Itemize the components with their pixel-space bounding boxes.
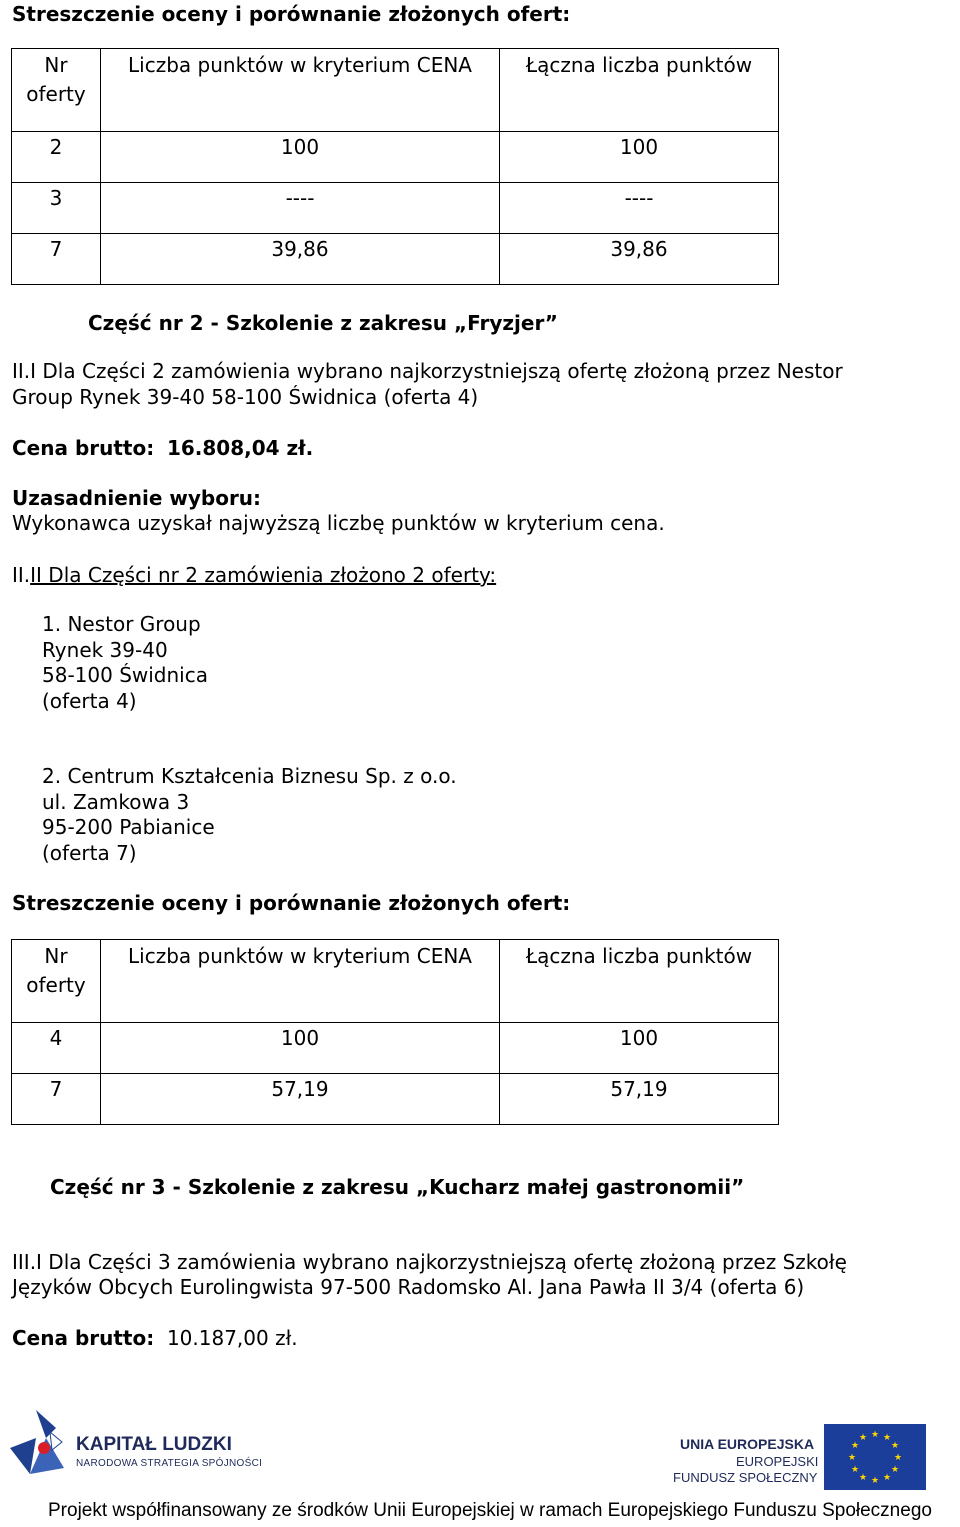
offer-street: ul. Zamkowa 3 (42, 789, 190, 814)
part2-title: Część nr 2 - Szkolenie z zakresu „Fryzjer” (88, 311, 558, 335)
part2-selection-line1: II.I Dla Części 2 zamówienia wybrano najkorzystniejszą ofertę złożoną przez Nestor (12, 359, 843, 383)
kapital-ludzki-subtitle: NARODOWA STRATEGIA SPÓJNOŚCI (76, 1458, 263, 1469)
offer-number: (oferta 7) (42, 840, 137, 865)
eu-logo-line1: UNIA EUROPEJSKA (680, 1436, 815, 1452)
kapital-ludzki-logo (6, 1408, 266, 1488)
svg-text:★: ★ (893, 1453, 903, 1463)
table-row (12, 1074, 779, 1125)
table-row (12, 183, 779, 234)
svg-text:★: ★ (890, 1465, 900, 1475)
summary-heading-2: Streszczenie oceny i porównanie złożonych ofert: (12, 891, 571, 915)
offers-heading (12, 563, 496, 587)
price-value: 10.187,00 zł. (166, 1326, 298, 1350)
cell-price-points: 57,19 (101, 1074, 500, 1125)
svg-text:★: ★ (882, 1433, 892, 1443)
footer-text: Projekt współfinansowany ze środków Unii Europejskiej w ramach Europejskiego Funduszu Społecznego (48, 1500, 932, 1521)
part2-price (12, 436, 313, 460)
header-price-points: Liczba punktów w kryterium CENA (101, 940, 500, 1023)
cell-offer-number: 3 (12, 183, 101, 234)
cell-price-points: 100 (101, 1023, 500, 1074)
offer-name: 2. Centrum Kształcenia Biznesu Sp. z o.o. (42, 764, 457, 788)
eu-logo-line2: EUROPEJSKI (736, 1454, 819, 1469)
scores-table-1 (11, 48, 779, 285)
header-total-points: Łączna liczba punktów (500, 940, 779, 1023)
svg-text:★: ★ (858, 1473, 868, 1483)
offer-item-1 (42, 612, 208, 714)
table-header-row (12, 940, 779, 1023)
cell-total-points: 39,86 (500, 234, 779, 285)
price-label: Cena brutto: (12, 1326, 155, 1350)
svg-text:★: ★ (850, 1465, 860, 1475)
svg-text:★: ★ (890, 1441, 900, 1451)
header-offer-number: Nr oferty (12, 940, 101, 1023)
summary-heading-1: Streszczenie oceny i porównanie złożonych ofert: (12, 2, 571, 26)
svg-text:★: ★ (882, 1473, 892, 1483)
table-row (12, 132, 779, 183)
header-total-points: Łączna liczba punktów (500, 49, 779, 132)
offer-street: Rynek 39-40 (42, 637, 168, 662)
svg-text:★: ★ (858, 1433, 868, 1443)
justification-text: Wykonawca uzyskał najwyższą liczbę punktów w kryterium cena. (12, 511, 665, 535)
cell-offer-number: 7 (12, 1074, 101, 1125)
header-price-points: Liczba punktów w kryterium CENA (101, 49, 500, 132)
table-row (12, 1023, 779, 1074)
svg-text:★: ★ (870, 1476, 880, 1486)
cell-total-points: 57,19 (500, 1074, 779, 1125)
scores-table-2 (11, 939, 779, 1125)
header-offer-number: Nr oferty (12, 49, 101, 132)
part3-price (12, 1326, 298, 1350)
cell-price-points: ---- (101, 183, 500, 234)
cell-total-points: 100 (500, 132, 779, 183)
part2-selection-line2: Group Rynek 39-40 58-100 Świdnica (oferta 4) (12, 385, 479, 409)
cell-total-points: 100 (500, 1023, 779, 1074)
cell-offer-number: 7 (12, 234, 101, 285)
offer-city: 95-200 Pabianice (42, 815, 215, 839)
svg-text:★: ★ (850, 1441, 860, 1451)
kapital-ludzki-title: KAPITAŁ LUDZKI (76, 1434, 232, 1455)
offer-number: (oferta 4) (42, 688, 137, 713)
table-header-row (12, 49, 779, 132)
offer-city: 58-100 Świdnica (42, 663, 208, 687)
part3-selection-line1: III.I Dla Części 3 zamówienia wybrano najkorzystniejszą ofertę złożoną przez Szkołę (12, 1250, 847, 1274)
offers-heading-prefix: II. (12, 563, 31, 587)
eu-flag-icon (824, 1424, 926, 1490)
part3-title: Część nr 3 - Szkolenie z zakresu „Kucharz małej gastronomii” (50, 1175, 745, 1199)
cell-offer-number: 4 (12, 1023, 101, 1074)
cell-offer-number: 2 (12, 132, 101, 183)
justification-label: Uzasadnienie wyboru: (12, 486, 262, 510)
part3-selection-line2: Języków Obcych Eurolingwista 97-500 Radomsko Al. Jana Pawła II 3/4 (oferta 6) (12, 1275, 805, 1299)
svg-text:★: ★ (870, 1430, 880, 1440)
svg-text:★: ★ (847, 1453, 857, 1463)
offers-heading-text: II Dla Części nr 2 zamówienia złożono 2 oferty: (30, 563, 497, 587)
price-label: Cena brutto: (12, 436, 155, 460)
offer-name: 1. Nestor Group (42, 612, 201, 636)
eu-logo-line3: FUNDUSZ SPOŁECZNY (673, 1470, 818, 1485)
cell-price-points: 39,86 (101, 234, 500, 285)
offer-item-2 (42, 764, 457, 866)
cell-total-points: ---- (500, 183, 779, 234)
eu-social-fund-logo (670, 1420, 930, 1490)
price-value: 16.808,04 zł. (166, 436, 314, 460)
table-row (12, 234, 779, 285)
cell-price-points: 100 (101, 132, 500, 183)
